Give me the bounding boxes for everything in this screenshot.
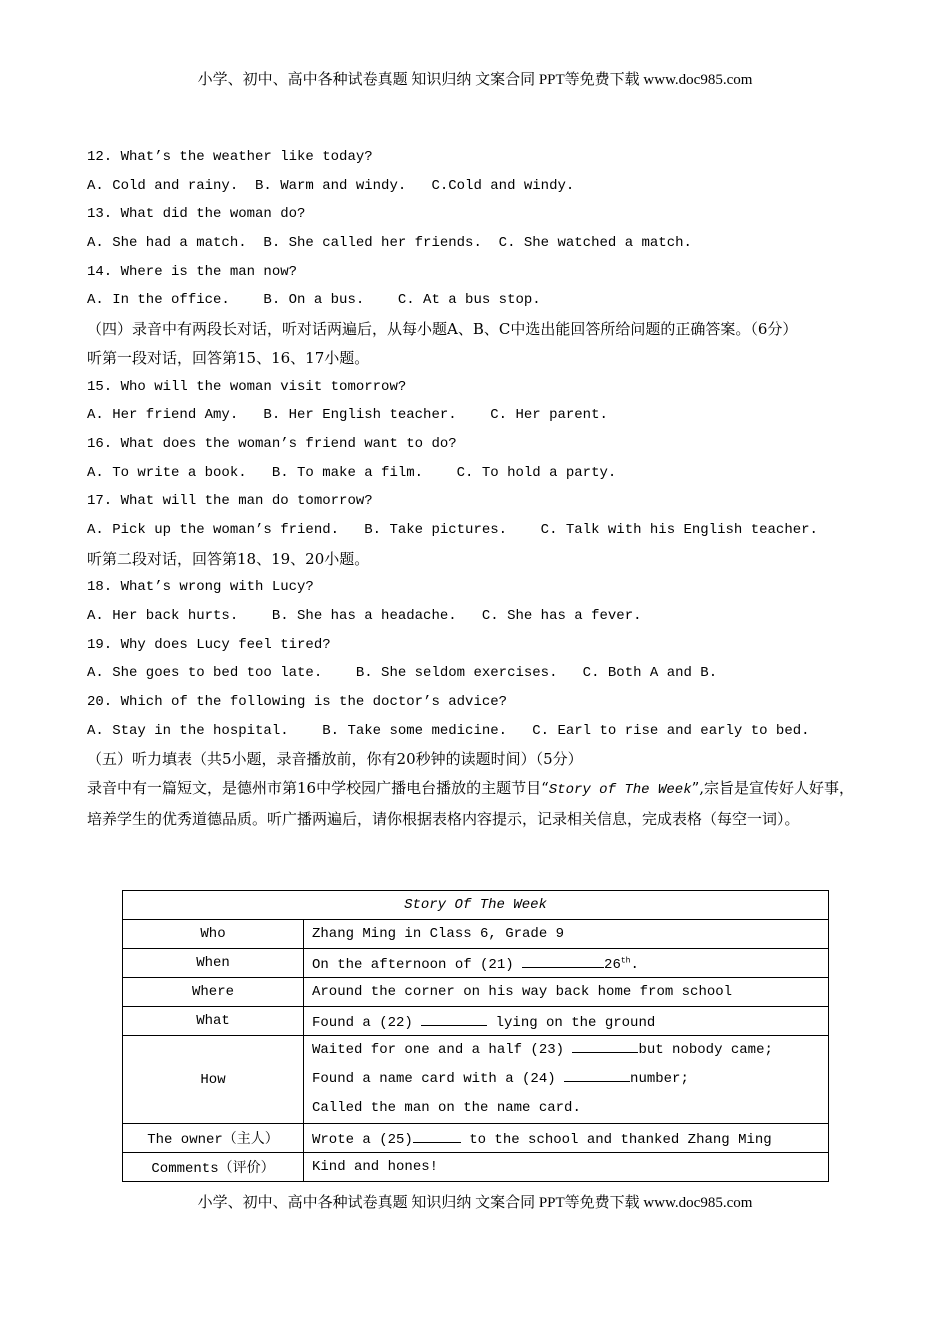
options-18: A. Her back hurts. B. She has a headache. C. She has a fever. [87,608,642,625]
owner-text-after: to the school and thanked Zhang Ming [460,1132,772,1148]
intro-before: 录音中有一篇短文，是德州市第16中学校园广播电台播放的主题节目“ [87,779,549,798]
when-label: When [123,949,304,978]
how-label: How [123,1036,304,1124]
question-15: 15. Who will the woman visit tomorrow? [87,378,407,395]
section-5-instruction: （五）听力填表（共5小题，录音播放前，你有20秒钟的读题时间）（5分） [87,750,583,769]
exam-content [87,143,862,834]
where-label: Where [123,978,304,1007]
how-line-1-after: but nobody came; [638,1042,773,1058]
question-16: 16. What does the woman’s friend want to do? [87,435,457,452]
options-12: A. Cold and rainy. B. Warm and windy. C.Cold and windy. [87,177,575,194]
how-line-2-after: number; [630,1071,689,1087]
page-header: 小学、初中、高中各种试卷真题 知识归纳 文案合同 PPT等免费下载 www.doc985.com [197,72,753,88]
how-line-2 [312,1065,820,1094]
question-20: 20. Which of the following is the doctor’s advice? [87,694,508,711]
options-13: A. She had a match. B. She called her friends. C. She watched a match. [87,235,692,252]
options-19: A. She goes to bed too late. B. She seldom exercises. C. Both A and B. [87,665,718,682]
options-15: A. Her friend Amy. B. Her English teacher. C. Her parent. [87,407,608,424]
where-value: Around the corner on his way back home from school [304,978,829,1007]
blank-21[interactable] [522,953,604,968]
story-table [122,890,829,1182]
options-17: A. Pick up the woman’s friend. B. Take pictures. C. Talk with his English teacher. [87,521,818,538]
when-day: 26 [604,957,621,973]
when-period: . [630,957,639,973]
who-value: Zhang Ming in Class 6, Grade 9 [304,920,829,949]
owner-value [304,1124,829,1153]
blank-25[interactable] [413,1128,461,1143]
who-label: Who [123,920,304,949]
when-text: On the afternoon of (21) [312,957,523,973]
question-13: 13. What did the woman do? [87,206,306,223]
question-19: 19. Why does Lucy feel tired? [87,636,331,653]
what-value [304,1007,829,1036]
intro-title: Story of The Week [548,782,692,799]
how-line-1-before: Waited for one and a half (23) [312,1042,573,1058]
page-footer: 小学、初中、高中各种试卷真题 知识归纳 文案合同 PPT等免费下载 www.doc985.com [197,1195,753,1211]
blank-24[interactable] [564,1067,630,1082]
dialog-2-heading: 听第二段对话，回答第18、19、20小题。 [87,549,370,568]
table-title: Story Of The Week [123,891,829,920]
question-12: 12. What’s the weather like today? [87,149,373,165]
question-17: 17. What will the man do tomorrow? [87,493,373,510]
section-5-intro [87,774,862,833]
blank-22[interactable] [421,1011,487,1026]
dialog-1-heading: 听第一段对话，回答第15、16、17小题。 [87,348,370,367]
intro-after: ”,宗旨是宣传好人好事，培养学生的优秀道德品质。听广播两遍后，请你根据表格内容提示，记录相关信息，完成表格（每空一词）。 [87,779,855,828]
question-14: 14. Where is the man now? [87,263,298,280]
owner-text-before: Wrote a (25) [312,1132,413,1148]
comments-value: Kind and hones! [304,1153,829,1182]
how-line-3: Called the man on the name card. [312,1100,581,1116]
options-14: A. In the office. B. On a bus. C. At a bus stop. [87,292,541,309]
comments-label: Comments（评价） [123,1153,304,1182]
what-text-after: lying on the ground [487,1015,656,1031]
options-20: A. Stay in the hospital. B. Take some medicine. C. Earl to rise and early to bed. [87,722,810,739]
how-line-1 [312,1036,820,1065]
question-18: 18. What’s wrong with Lucy? [87,579,314,596]
when-value [304,949,829,978]
what-text-before: Found a (22) [312,1015,422,1031]
how-value [304,1036,829,1124]
blank-23[interactable] [572,1038,638,1053]
options-16: A. To write a book. B. To make a film. C. To hold a party. [87,464,617,481]
what-label: What [123,1007,304,1036]
section-4-instruction: （四）录音中有两段长对话，听对话两遍后，从每小题A、B、C中选出能回答所给问题的正确答案。（6分） [87,320,798,339]
how-line-2-before: Found a name card with a (24) [312,1071,565,1087]
when-suffix: th [620,956,631,966]
owner-label: The owner（主人） [123,1124,304,1153]
